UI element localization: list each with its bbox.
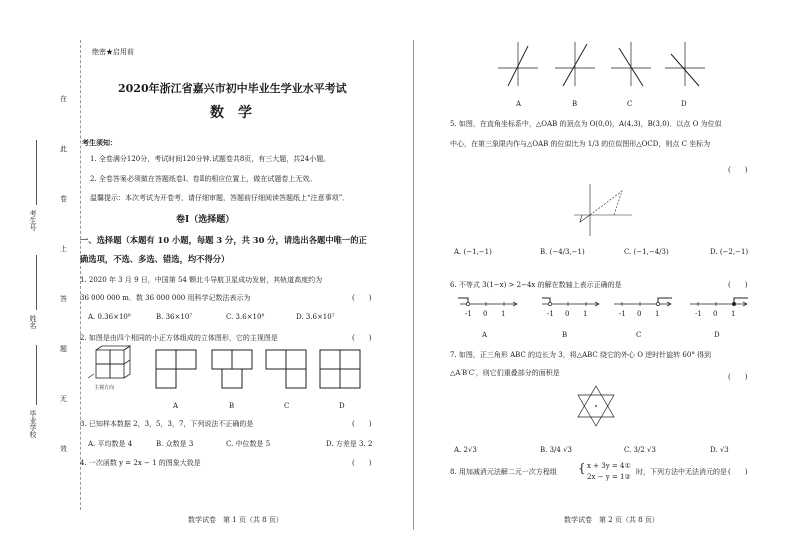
- q5-option-a[interactable]: A. (−1,−1): [454, 248, 492, 256]
- q7-answer-paren[interactable]: ( ): [728, 373, 748, 381]
- q7-option-c[interactable]: C. 3/2 √3: [624, 446, 656, 454]
- name-label: 姓名: [29, 315, 37, 329]
- q5-answer-paren[interactable]: ( ): [728, 166, 748, 174]
- q2-option-a[interactable]: A: [173, 402, 179, 410]
- q6-tick-label: -1: [547, 310, 554, 318]
- instruction-1: 1. 全卷满分120分，考试时间120分钟.试题卷共8页，有三大题，共24小题。: [90, 155, 331, 163]
- q1-option-d[interactable]: D. 3.6×10⁷: [296, 313, 335, 321]
- fold-char: 上: [60, 245, 67, 253]
- q1-line1: 1. 2020 年 3 月 9 日，中国第 54 颗北斗导航卫星成功发射，其轨道高度约为: [80, 276, 323, 284]
- q1-option-c[interactable]: C. 3.6×10⁸: [226, 313, 265, 321]
- q2-option-a-figure: [152, 346, 200, 392]
- q7-line2: △A′B′C′，则它们重叠部分的面积是: [450, 369, 560, 377]
- q6-option-a[interactable]: A: [482, 331, 488, 339]
- q4-option-d[interactable]: D: [681, 100, 687, 108]
- q1-option-a[interactable]: A. 0.36×10⁸: [88, 313, 131, 321]
- q4-graph-c: [609, 40, 653, 88]
- confidential-mark: 绝密★启用前: [92, 48, 134, 56]
- section-heading: 一、选择题（本题有 10 小题，每题 3 分，共 30 分，请选出各题中唯一的正: [80, 235, 367, 245]
- fold-char: 题: [60, 345, 67, 353]
- footer-page-1: 数学试卷 第 1 页（共 8 页）: [188, 516, 283, 524]
- q2-option-d-figure: [316, 346, 364, 392]
- fold-line: [80, 40, 82, 510]
- part1-title: 卷Ⅰ（选择题）: [176, 215, 235, 225]
- q3-text: 3. 已知样本数据 2，3，5，3，7，下列说法不正确的是: [80, 420, 254, 428]
- q7-hexagram-figure: [574, 384, 618, 428]
- q2-option-c-figure: [262, 346, 310, 392]
- q5-option-b[interactable]: B. (−4/3,−1): [540, 248, 585, 256]
- q4-option-c[interactable]: C: [627, 100, 633, 108]
- q8-answer-paren[interactable]: ( ): [728, 468, 748, 476]
- q5-option-d[interactable]: D. (−2,−1): [710, 248, 749, 256]
- q6-tick-label: 1: [583, 310, 588, 318]
- q1-answer-paren[interactable]: ( ): [352, 294, 372, 302]
- q3-option-d[interactable]: D. 方差是 3. 2: [326, 440, 373, 448]
- q3-option-c[interactable]: C. 中位数是 5: [226, 440, 271, 448]
- q6-option-d[interactable]: D: [714, 331, 720, 339]
- q4-option-a[interactable]: A: [516, 100, 522, 108]
- name-blank[interactable]: [36, 255, 37, 310]
- q6-tick-label: 1: [655, 310, 660, 318]
- q5-coordinate-figure: [572, 182, 634, 238]
- q2-view-direction-caption: 主视方向: [94, 385, 115, 391]
- q6-tick-label: 1: [501, 310, 506, 318]
- footer-page-2: 数学试卷 第 2 页（共 8 页）: [564, 516, 659, 524]
- q5-line2: 中心，在第三象限内作与△OAB 的位似比为 1/3 的位似图形△OCD，则点 C 坐标为: [450, 140, 711, 148]
- page-divider: [413, 40, 414, 530]
- q2-option-b[interactable]: B: [229, 402, 235, 410]
- q6-option-b[interactable]: B: [562, 331, 568, 339]
- q8-system-brace: {: [578, 461, 586, 475]
- instructions-heading: 考生须知：: [82, 138, 117, 147]
- exam-title: 2020年浙江省嘉兴市初中毕业生学业水平考试: [118, 82, 347, 95]
- q7-option-d[interactable]: D. √3: [710, 446, 729, 454]
- fold-char: 此: [60, 145, 67, 153]
- q6-text: 6. 不等式 3(1−x) > 2−4x 的解在数轴上表示正确的是: [450, 281, 622, 289]
- q6-answer-paren[interactable]: ( ): [728, 281, 748, 289]
- q2-text: 2. 如图是由四个相同的小正方体组成的立体图形，它的主视图是: [80, 334, 278, 342]
- q2-answer-paren[interactable]: ( ): [352, 334, 372, 342]
- q4-graph-d: [663, 40, 707, 88]
- q2-option-c[interactable]: C: [284, 402, 290, 410]
- q2-option-d[interactable]: D: [339, 402, 345, 410]
- q1-line2: 36 000 000 m．数 36 000 000 用科学记数法表示为: [80, 294, 251, 302]
- q8-text: 8. 用加减消元法解二元一次方程组: [450, 468, 557, 476]
- q6-tick-label: 0: [713, 310, 718, 318]
- q4-option-b[interactable]: B: [572, 100, 578, 108]
- q8-equation-2: 2x − y = 1②: [587, 473, 631, 481]
- fold-char: 无: [60, 395, 67, 403]
- q3-answer-paren[interactable]: ( ): [352, 420, 372, 428]
- examinee-number-blank[interactable]: [36, 140, 37, 205]
- q7-line1: 7. 如图，正三角形 ABC 的边长为 3，将△ABC 绕它的外心 O 逆时针旋转 60° 得到: [450, 351, 712, 359]
- q6-tick-label: -1: [465, 310, 472, 318]
- q6-option-c[interactable]: C: [636, 331, 642, 339]
- q6-tick-label: 1: [731, 310, 736, 318]
- q7-option-b[interactable]: B. 3/4 √3: [540, 446, 572, 454]
- instruction-tip: 温馨提示：本次考试为开卷考，请仔细审题，答题前仔细阅读答题纸上“注意事项”．: [90, 194, 350, 202]
- section-heading-2: 确选项，不选、多选、错选，均不得分）: [80, 254, 230, 264]
- q1-option-b[interactable]: B. 36×10⁷: [156, 313, 193, 321]
- fold-char: 答: [60, 295, 67, 303]
- q3-option-a[interactable]: A. 平均数是 4: [88, 440, 133, 448]
- q6-tick-label: -1: [619, 310, 626, 318]
- q5-line1: 5. 如图，在直角坐标系中，△OAB 的顶点为 O(0,0)，A(4,3)，B(3,0)．以点 O 为位似: [450, 120, 722, 128]
- fold-char: 效: [60, 445, 67, 453]
- q6-tick-label: 0: [483, 310, 488, 318]
- q8-text-tail: 时，下列方法中无法消元的是: [636, 468, 727, 476]
- q2-option-b-figure: [208, 346, 256, 392]
- q7-option-a[interactable]: A. 2√3: [454, 446, 477, 454]
- examinee-number-label: 考生号: [29, 210, 37, 231]
- q6-tick-label: 0: [637, 310, 642, 318]
- q8-equation-1: x + 3y = 4①: [587, 462, 631, 470]
- q4-answer-paren[interactable]: ( ): [352, 459, 372, 467]
- q6-tick-label: 0: [565, 310, 570, 318]
- fold-char: 在: [60, 95, 67, 103]
- instruction-2: 2. 全卷答案必须做在答题纸卷Ⅰ、卷Ⅱ的相应位置上，做在试题卷上无效。: [90, 175, 317, 183]
- q5-option-c[interactable]: C. (−1,−4/3): [624, 248, 669, 256]
- q4-graph-a: [496, 40, 540, 88]
- q3-option-b[interactable]: B. 众数是 3: [156, 440, 194, 448]
- q6-tick-label: -1: [695, 310, 702, 318]
- q4-graph-b: [553, 40, 597, 88]
- fold-char: 卷: [60, 195, 67, 203]
- school-label: 毕业学校: [29, 410, 37, 438]
- subject-title: 数 学: [210, 105, 252, 121]
- school-blank[interactable]: [36, 345, 37, 405]
- q4-text: 4. 一次函数 y = 2x − 1 的图象大致是: [80, 459, 201, 467]
